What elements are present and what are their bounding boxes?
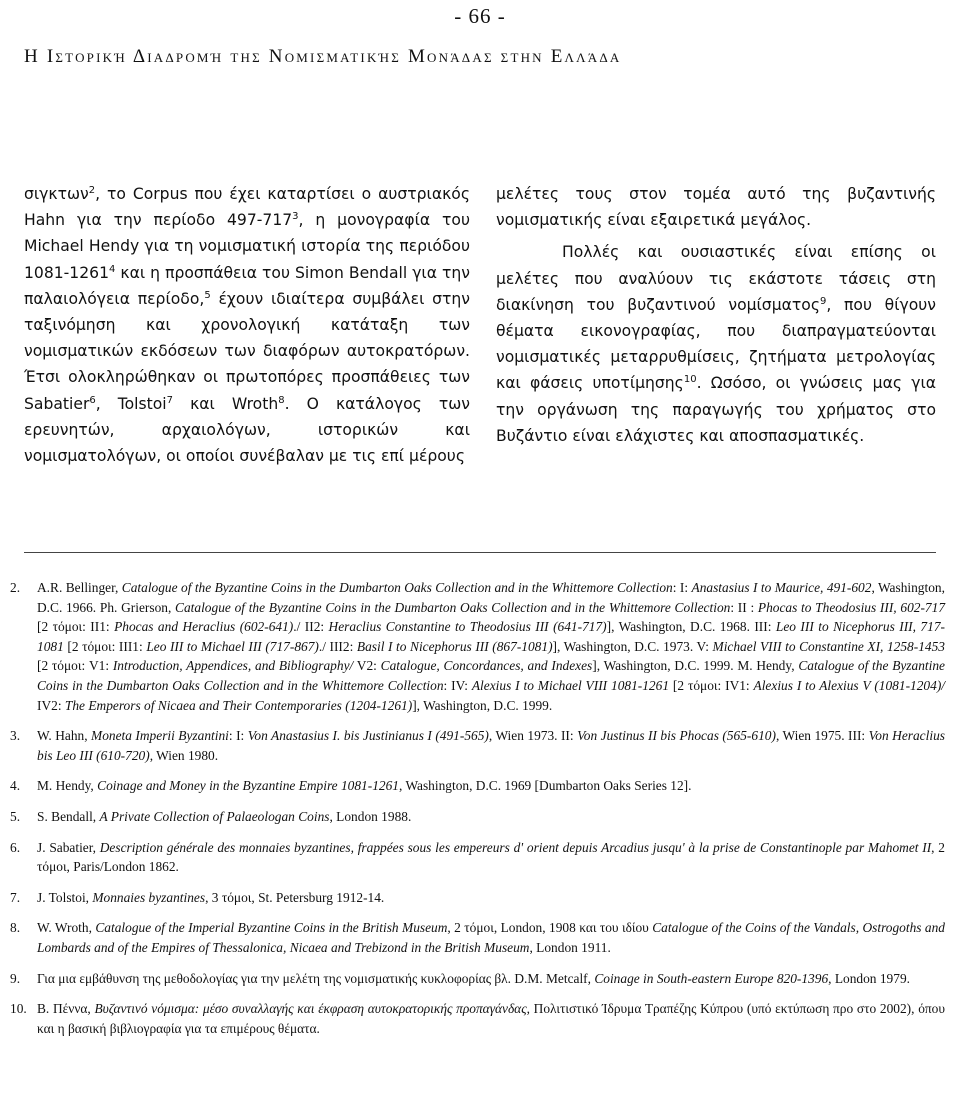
footnote-ref: 8 xyxy=(278,394,285,406)
italic-title: Catalogue of the Byzantine Coins in the Dumbarton Oaks Collection and in the Whittemore Collection xyxy=(37,658,945,693)
footnote-number: 8. xyxy=(10,920,21,936)
italic-title: A Private Collection of Palaeologan Coins xyxy=(99,808,330,824)
text-run: ./ III2: xyxy=(318,638,357,654)
footnote-ref: 2 xyxy=(88,184,96,196)
text-run: , Wien 1980. xyxy=(149,747,219,763)
italic-title: Alexius I to Alexius V (1081-1204)/ xyxy=(753,677,945,693)
text-run: ], Washington, D.C. 1973. V: xyxy=(552,638,713,654)
text-run: , το Corpus που έχει καταρτίσει ο αυστριακός Hahn για την περίοδο 497-717 xyxy=(24,185,470,230)
italic-title: Anastasius I to Maurice, 491-602 xyxy=(691,580,872,595)
text-run: σιγκτων xyxy=(24,185,89,203)
text-run: , που θίγουν θέματα εικονογραφίας, που διαπραγματεύονται νομισματικές μεταρρυθμίσεις, ζητήματα μετρολογίας και φάσεις υποτίμησης xyxy=(496,295,936,393)
italic-title: Phocas and Heraclius (602-641) xyxy=(114,619,294,635)
text-run: ], Washington, D.C. 1999. M. Hendy, xyxy=(592,658,799,674)
text-run: W. Wroth, xyxy=(37,920,96,936)
text-run: έχουν ιδιαίτερα συμβάλει στην ταξινόμηση και χρονολογική κατάταξη των νομισματικών εκδόσεων των διαφόρων αυτοκρατόρων. Έτσι ολοκληρώθηκαν οι πρωτοπόρες προσπάθειες των Sabatier xyxy=(24,289,470,413)
text-run: . Ο κατάλογος των ερευνητών, αρχαιολόγων, ιστορικών και νομισματολόγων, οι οποίοι συνέβαλαν με τις επί μέρους xyxy=(24,394,470,466)
text-run: μελέτες τους στον τομέα αυτό της βυζαντινής νομισματικής είναι εξαιρετικά μεγάλος. xyxy=(496,185,936,230)
italic-title: Catalogue of the Byzantine Coins in the Dumbarton Oaks Collection and in the Whittemore Collection xyxy=(121,580,673,595)
footnote-text xyxy=(37,726,945,765)
text-run: ], Washington, D.C. 1999. xyxy=(412,697,553,713)
footnote-number: 5. xyxy=(10,808,21,824)
italic-title: Von Anastasius I. bis Justinianus I (491-565) xyxy=(247,728,489,744)
italic-title: Catalogue of the Imperial Byzantine Coins in the British Museum xyxy=(95,920,448,936)
italic-title: Monnaies byzantines xyxy=(92,889,206,905)
text-run: . Ωσόσο, οι γνώσεις μας για την οργάνωση της παραγωγής του χρήματος στο Βυζάντιο είναι ελάχιστες και αποσπασματικές. xyxy=(496,374,936,445)
text-run: , 2 τόμοι, Paris/London 1862. xyxy=(37,839,945,875)
text-run: , London 1911. xyxy=(529,939,611,955)
body-paragraph xyxy=(24,181,470,469)
text-run: , 2 τόμοι, London, 1908 και του ιδίου xyxy=(447,920,653,936)
italic-title: Coinage in South-eastern Europe 820-1396 xyxy=(594,970,829,986)
footnote-ref: 6 xyxy=(89,394,96,406)
italic-title: Moneta Imperii Byzantini xyxy=(91,728,229,744)
text-run: και η προσπάθεια του Simon Bendall για την παλαιολόγεια περίοδο, xyxy=(24,263,470,308)
text-run: Β. Πέννα, xyxy=(37,1001,95,1017)
text-run: , 3 τόμοι, St. Petersburg 1912-14. xyxy=(205,889,385,905)
text-run: : I: xyxy=(672,580,692,595)
footnote-number: 7. xyxy=(10,889,21,905)
footnote-number: 6. xyxy=(10,839,21,855)
text-run: ], Washington, D.C. 1968. III: xyxy=(606,619,776,635)
footnote-ref: 10 xyxy=(683,374,697,386)
footnote-ref: 4 xyxy=(109,263,116,275)
footnote-text xyxy=(37,578,945,715)
footnote-ref: 3 xyxy=(292,211,299,223)
body-column-left xyxy=(24,181,470,469)
footnote-item xyxy=(10,999,945,1038)
footnote-number: 9. xyxy=(10,970,21,986)
body-paragraph xyxy=(496,239,936,449)
footnote-number: 3. xyxy=(10,728,21,744)
italic-title: Basil I to Nicephorus III (867-1081) xyxy=(356,638,553,654)
footnote-item xyxy=(10,578,945,715)
italic-title: Alexius I to Michael VIII 1081-1261 xyxy=(471,677,670,693)
text-run: , Wien 1975. III: xyxy=(775,728,869,744)
text-run: Πολλές και ουσιαστικές είναι επίσης οι μελέτες που αναλύουν τις εκάστοτε τάσεις στη διακίνηση του βυζαντινού νομίσματος xyxy=(496,243,936,314)
text-run: A.R. Bellinger, xyxy=(37,580,122,595)
footnote-item xyxy=(10,969,945,989)
text-run: [2 τόμοι: III1: xyxy=(63,638,147,654)
italic-title: Heraclius Constantine to Theodosius III (641-717) xyxy=(328,619,607,635)
text-run: , London 1979. xyxy=(828,970,910,986)
text-run: και Wroth xyxy=(173,394,279,413)
text-run: J. Tolstoi, xyxy=(37,889,93,905)
italic-title: Michael VIII to Constantine XI, 1258-1453 xyxy=(712,638,945,654)
text-run: , η μονογραφία του Michael Hendy για τη νομισματική ιστορία της περιόδου 1081-1261 xyxy=(24,211,470,282)
footnote-item xyxy=(10,807,945,827)
italic-title: Introduction, Appendices, and Bibliography/ xyxy=(112,658,354,674)
italic-title: Coinage and Money in the Byzantine Empire 1081-1261 xyxy=(97,778,399,794)
italic-title: Βυζαντινό νόμισμα: μέσο συναλλαγής και έκφραση αυτοκρατορικής προπαγάνδας xyxy=(94,1001,527,1017)
italic-title: Catalogue of the Coins of the Vandals, Ostrogoths and Lombards and of the Empires of Thessalonica, Nicaea and Trebizond in the British Museum xyxy=(37,920,945,955)
body-paragraph xyxy=(496,181,936,233)
text-run: [2 τόμοι: IV1: xyxy=(669,677,754,693)
text-run: , London 1988. xyxy=(329,808,412,824)
italic-title: Von Heraclius bis Leo III (610-720) xyxy=(37,728,945,763)
text-run: M. Hendy, xyxy=(37,778,98,794)
footnote-text xyxy=(37,838,945,877)
text-run: Για μια εμβάθυνση της μεθοδολογίας για την μελέτη της νομισματικής κυκλοφορίας βλ. D.M. Metcalf, xyxy=(37,970,595,986)
footnote-item xyxy=(10,726,945,765)
body-column-right xyxy=(496,181,936,449)
italic-title: Von Justinus II bis Phocas (565-610) xyxy=(577,728,776,744)
italic-title: Description générale des monnaies byzantines, frappées sous les empereurs d' orient depuis Arcadius jusqu' à la prise de Constantinople par Mahomet II xyxy=(99,839,932,855)
text-run: , Wien 1973. II: xyxy=(488,728,578,744)
italic-title: Catalogue of the Byzantine Coins in the Dumbarton Oaks Collection and in the Whittemore Collection xyxy=(175,599,731,615)
text-run: : IV: xyxy=(443,677,472,693)
text-run: [2 τόμοι: II1: xyxy=(37,619,115,635)
italic-title: Leo III to Michael III (717-867) xyxy=(146,638,319,654)
page-number: - 66 - xyxy=(454,4,506,28)
text-run: W. Hahn, xyxy=(37,728,92,744)
text-run: V2: xyxy=(353,658,381,674)
text-run: : II : xyxy=(730,599,758,615)
footnote-text xyxy=(37,918,945,957)
text-run: , Πολιτιστικό Ίδρυμα Τραπέζης Κύπρου (υπό εκτύπωση προ στο 2002), όπου και η βασική βιβλιογραφία για τα επιμέρους θέματα. xyxy=(37,1001,945,1036)
footnote-number: 2. xyxy=(10,580,21,595)
footnote-item xyxy=(10,776,945,796)
text-run: , Washington, D.C. 1966. Ph. Grierson, xyxy=(37,580,945,615)
text-run: , Tolstoi xyxy=(95,394,167,413)
footnote-number: 4. xyxy=(10,778,21,794)
italic-title: Catalogue, Concordances, and Indexes xyxy=(380,658,593,674)
footnote-text xyxy=(37,807,945,827)
text-run: , Washington, D.C. 1969 [Dumbarton Oaks Series 12]. xyxy=(399,778,692,794)
footnote-text xyxy=(37,999,945,1038)
footnotes xyxy=(10,578,945,1049)
text-run: IV2: xyxy=(37,697,65,713)
footnote-text xyxy=(37,888,945,908)
footnote-item xyxy=(10,918,945,957)
footnote-text xyxy=(37,776,945,796)
text-run: : I: xyxy=(228,728,248,744)
footnote-ref: 9 xyxy=(819,295,827,307)
footnote-item xyxy=(10,888,945,908)
footnote-item xyxy=(10,838,945,877)
text-run: J. Sabatier, xyxy=(37,839,100,855)
text-run: [2 τόμοι: V1: xyxy=(37,658,113,674)
footnote-ref: 7 xyxy=(166,394,174,406)
italic-title: Phocas to Theodosius III, 602-717 xyxy=(757,599,946,615)
footnote-divider xyxy=(24,552,936,553)
footnote-ref: 5 xyxy=(204,289,211,301)
running-head: Η Ιστορική Διαδρομή της Νομισματικής Μονάδας στην Ελλάδα xyxy=(24,46,622,67)
italic-title: Leo III to Nicephorus III, 717-1081 xyxy=(37,619,945,654)
text-run: S. Bendall, xyxy=(37,808,100,824)
italic-title: The Emperors of Nicaea and Their Contemporaries (1204-1261) xyxy=(64,697,413,713)
text-run: ./ II2: xyxy=(293,619,329,635)
footnote-number: 10. xyxy=(10,1001,27,1017)
footnote-text xyxy=(37,969,945,989)
